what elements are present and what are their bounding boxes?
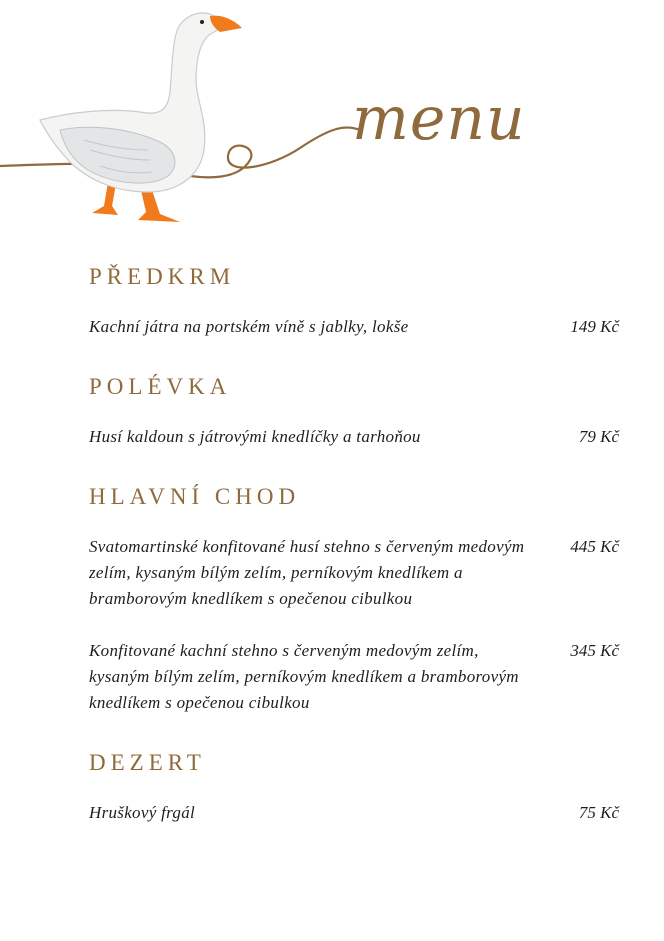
menu-title: menu [352, 84, 526, 154]
menu-item [89, 314, 619, 340]
section-dezert [89, 748, 619, 826]
menu-item [89, 424, 619, 450]
item-name: Svatomartinské konfitované husí stehno s červeným medovým zelím, kysaným bílým zelím, perníkovým knedlíkem a bramborovým knedlíkem s opečenou cibulkou [89, 537, 525, 608]
item-price: 75 Kč [578, 803, 619, 822]
section-title: DEZERT [89, 750, 206, 775]
section-predkrm [89, 262, 619, 340]
menu-item [89, 534, 619, 612]
section-title: HLAVNÍ CHOD [89, 484, 301, 509]
goose-illustration [0, 0, 664, 240]
menu-header [0, 0, 664, 240]
item-price: 149 Kč [570, 317, 619, 336]
item-price: 79 Kč [578, 427, 619, 446]
section-polevka [89, 372, 619, 450]
section-title: POLÉVKA [89, 374, 232, 399]
item-name: Hruškový frgál [89, 803, 196, 822]
item-name: Konfitované kachní stehno s červeným medovým zelím, kysaným bílým zelím, perníkovým knedlíkem a bramborovým knedlíkem s opečenou cibulkou [89, 641, 519, 712]
menu-content [89, 262, 619, 858]
section-title: PŘEDKRM [89, 264, 236, 289]
item-price: 345 Kč [570, 641, 619, 660]
menu-item [89, 638, 619, 716]
item-name: Kachní játra na portském víně s jablky, lokše [89, 317, 409, 336]
menu-item [89, 800, 619, 826]
item-price: 445 Kč [570, 537, 619, 556]
item-name: Husí kaldoun s játrovými knedlíčky a tarhoňou [89, 427, 421, 446]
goose-eye [200, 20, 204, 24]
section-hlavni-chod [89, 482, 619, 716]
